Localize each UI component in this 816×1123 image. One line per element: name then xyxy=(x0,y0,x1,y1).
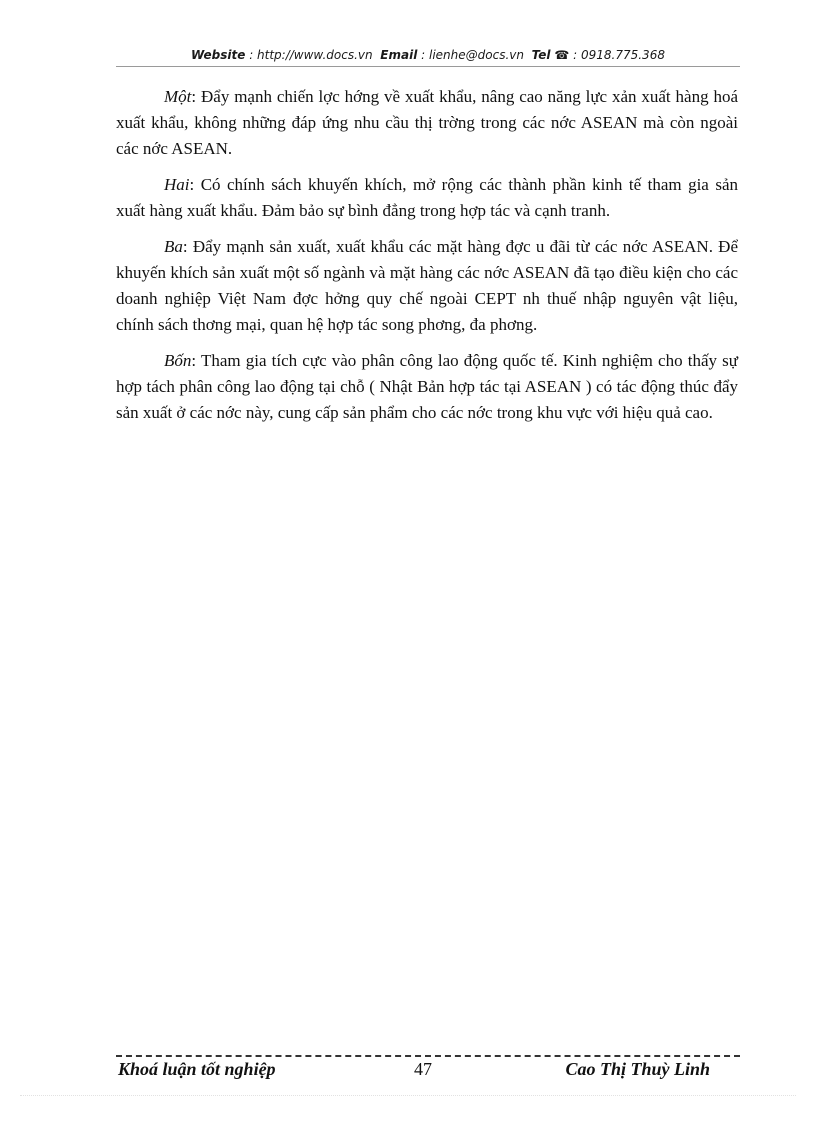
document-body xyxy=(116,84,738,436)
header-divider xyxy=(116,66,740,67)
paragraph-text: : Đẩy mạnh chiến lợc hớng về xuất khẩu, nâng cao năng lực xản xuất hàng hoá xuất khẩu, không những đáp ứng nhu cầu thị trờng trong các nớc ASEAN mà còn ngoài các nớc ASEAN. xyxy=(116,87,738,158)
paragraph-text: : Đẩy mạnh sản xuất, xuất khẩu các mặt hàng đợc u đãi từ các nớc ASEAN. Để khuyến khích sản xuất một số ngành và mặt hàng các nớc ASEAN đã tạo điều kiện cho các doanh nghiệp Việt Nam đợc hởng quy chế ngoài CEPT nh thuế nhập nguyên vật liệu, chính sách thơng mại, quan hệ hợp tác song phơng, đa phơng. xyxy=(116,237,738,334)
paragraph-text: : Tham gia tích cực vào phân công lao động quốc tế. Kinh nghiệm cho thấy sự hợp tách phân công lao động tại chỗ ( Nhật Bản hợp tác tại ASEAN ) có tác động thúc đẩy sản xuất ở các nớc này, cung cấp sản phẩm cho các nớc trong khu vực với hiệu quả cao. xyxy=(116,351,738,422)
paragraph-bon xyxy=(116,348,738,426)
paragraph-hai xyxy=(116,172,738,224)
page-header xyxy=(116,48,740,62)
paragraph-lead: Một xyxy=(164,87,192,106)
paragraph-lead: Ba xyxy=(164,237,183,256)
phone-icon: ☎ xyxy=(554,48,570,62)
paragraph-mot xyxy=(116,84,738,162)
paragraph-ba xyxy=(116,234,738,338)
website-value: : http://www.docs.vn xyxy=(249,48,373,62)
website-label: Website xyxy=(191,48,246,62)
tel-value: : 0918.775.368 xyxy=(573,48,665,62)
email-value: : lienhe@docs.vn xyxy=(421,48,524,62)
paragraph-text: : Có chính sách khuyến khích, mở rộng các thành phần kinh tế tham gia sản xuất hàng xuất khẩu. Đảm bảo sự bình đẳng trong hợp tác và cạnh tranh. xyxy=(116,175,738,220)
footer-thesis-label: Khoá luận tốt nghiệp xyxy=(118,1059,276,1079)
paragraph-lead: Bốn xyxy=(164,351,192,370)
page-number: 47 xyxy=(414,1059,432,1079)
footer-author: Cao Thị Thuỳ Linh xyxy=(565,1059,710,1079)
page-footer xyxy=(116,1058,740,1080)
email-label: Email xyxy=(380,48,418,62)
paragraph-lead: Hai xyxy=(164,175,190,194)
tel-label: Tel xyxy=(531,48,551,62)
footer-divider xyxy=(116,1055,740,1057)
bottom-dotted-rule xyxy=(20,1095,796,1096)
